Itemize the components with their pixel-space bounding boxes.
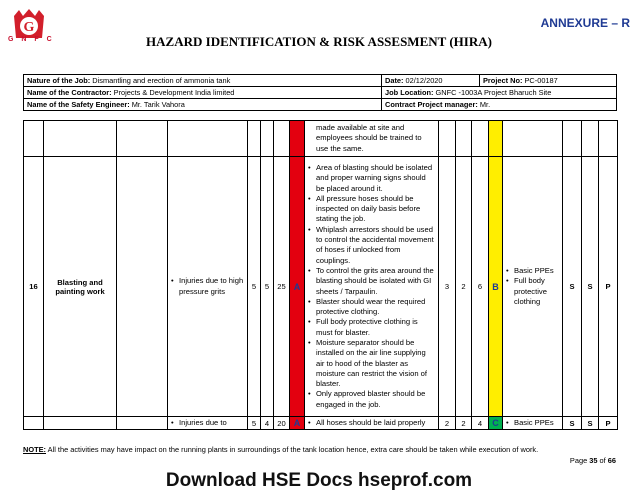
control-measures-cell [305,417,439,430]
ppe-cell [503,157,563,417]
job-info-table [23,74,617,111]
severity-cell: 5 [248,417,261,430]
risk-category-cell [290,121,305,157]
table-cell [582,121,599,157]
control-item: • All hoses should be laid properly [308,418,436,428]
hazard-item: • Injuries due to [171,418,245,428]
control-item: • Full body protective clothing is must for blaster. [308,317,436,338]
table-cell [261,121,274,157]
residual-category-cell: B [489,157,503,417]
control-measures-cell [305,121,439,157]
control-measures-cell [305,157,439,417]
activity-cell: Blasting and painting work [44,157,117,417]
job-location-cell: Job Location: GNFC -1003A Project Bharuch Site [382,87,617,99]
status-cell: P [599,417,618,430]
table-cell [456,121,472,157]
ppe-item: • Basic PPEs [506,266,560,276]
contractor-cell: Name of the Contractor: Projects & Development India limited [24,87,382,99]
note-body: All the activities may have impact on the running plants in surroundings of the tank location hence, extra care should be taken while execution of work. [46,445,539,454]
status-cell: S [582,417,599,430]
residual-category-cell [489,121,503,157]
risk-category-cell: A [290,417,305,430]
residual-category-cell: C [489,417,503,430]
status-cell: P [599,157,618,417]
control-item: • Area of blasting should be isolated and proper warning signs should be placed around it. [308,163,436,194]
info-row [24,99,617,111]
logo-text: G N F C [8,36,55,43]
table-cell [503,121,563,157]
table-row [24,157,618,417]
residual-severity-cell: 3 [439,157,456,417]
table-cell [563,121,582,157]
risk-category-cell: A [290,157,305,417]
risk-score-cell: 25 [274,157,290,417]
table-row [24,417,618,430]
ppe-item: • Full body protective clothing [506,276,560,307]
table-cell [274,121,290,157]
control-text: use the same. [316,143,364,153]
table-cell [248,121,261,157]
control-item: • Blaster should wear the required protective clothing. [308,297,436,318]
page-title: HAZARD IDENTIFICATION & RISK ASSESMENT (HIRA) [146,34,492,49]
status-cell: S [563,417,582,430]
table-cell [44,121,117,157]
project-manager-cell: Contract Project manager: Mr. [382,99,617,111]
status-cell: S [582,157,599,417]
table-cell [599,121,618,157]
severity-cell: 5 [248,157,261,417]
residual-likelihood-cell: 2 [456,157,472,417]
table-cell [24,417,44,430]
control-item: • Only approved blaster should be engaged in the job. [308,389,436,410]
serial-number-cell: 16 [24,157,44,417]
info-row [24,75,617,87]
table-cell [24,121,44,157]
control-text: made available at site and [316,123,405,133]
table-cell [168,121,248,157]
likelihood-cell: 5 [261,157,274,417]
risk-score-cell: 20 [274,417,290,430]
control-item: • To control the grits area around the blasting should be isolated with GI sheets / Tarpaulin. [308,266,436,297]
page-number: Page 35 of 66 [569,456,616,465]
residual-severity-cell: 2 [439,417,456,430]
table-cell [117,417,168,430]
hazard-cell [168,417,248,430]
table-cell [44,417,117,430]
svg-text:G: G [23,20,35,35]
table-cell [117,121,168,157]
note-label: NOTE: [23,445,46,454]
status-cell: S [563,157,582,417]
control-text: employees should be trained to [316,133,422,143]
control-item: • All pressure hoses should be inspected on daily basis before stating the job. [308,194,436,225]
residual-likelihood-cell: 2 [456,417,472,430]
control-item: • Whiplash arrestors should be used to control the accidental movement of hoses if unlocked from couplings. [308,225,436,266]
likelihood-cell: 4 [261,417,274,430]
project-no-cell: Project No: PC-00187 [480,75,617,87]
ppe-cell [503,417,563,430]
hazard-item: • Injuries due to high pressure grits [171,276,245,297]
ppe-item: • Basic PPEs [506,418,560,428]
note-text [23,445,538,454]
job-nature-cell: Nature of the Job: Dismantling and erection of ammonia tank [24,75,382,87]
table-cell [439,121,456,157]
residual-risk-score-cell: 4 [472,417,489,430]
annexure-label: ANNEXURE – R [540,16,630,30]
footer-banner: Download HSE Docs hseprof.com [165,470,473,491]
table-cell [117,157,168,417]
info-row [24,87,617,99]
residual-risk-score-cell: 6 [472,157,489,417]
table-cell [472,121,489,157]
table-row [24,121,618,157]
hira-table [23,120,618,430]
date-cell: Date: 02/12/2020 [382,75,480,87]
control-item: • Moisture separator should be installed on the air line supplying air to hood of the blaster as moisture can restrict the vision of blaster. [308,338,436,389]
safety-engineer-cell: Name of the Safety Engineer: Mr. Tarik Vahora [24,99,382,111]
hazard-cell [168,157,248,417]
